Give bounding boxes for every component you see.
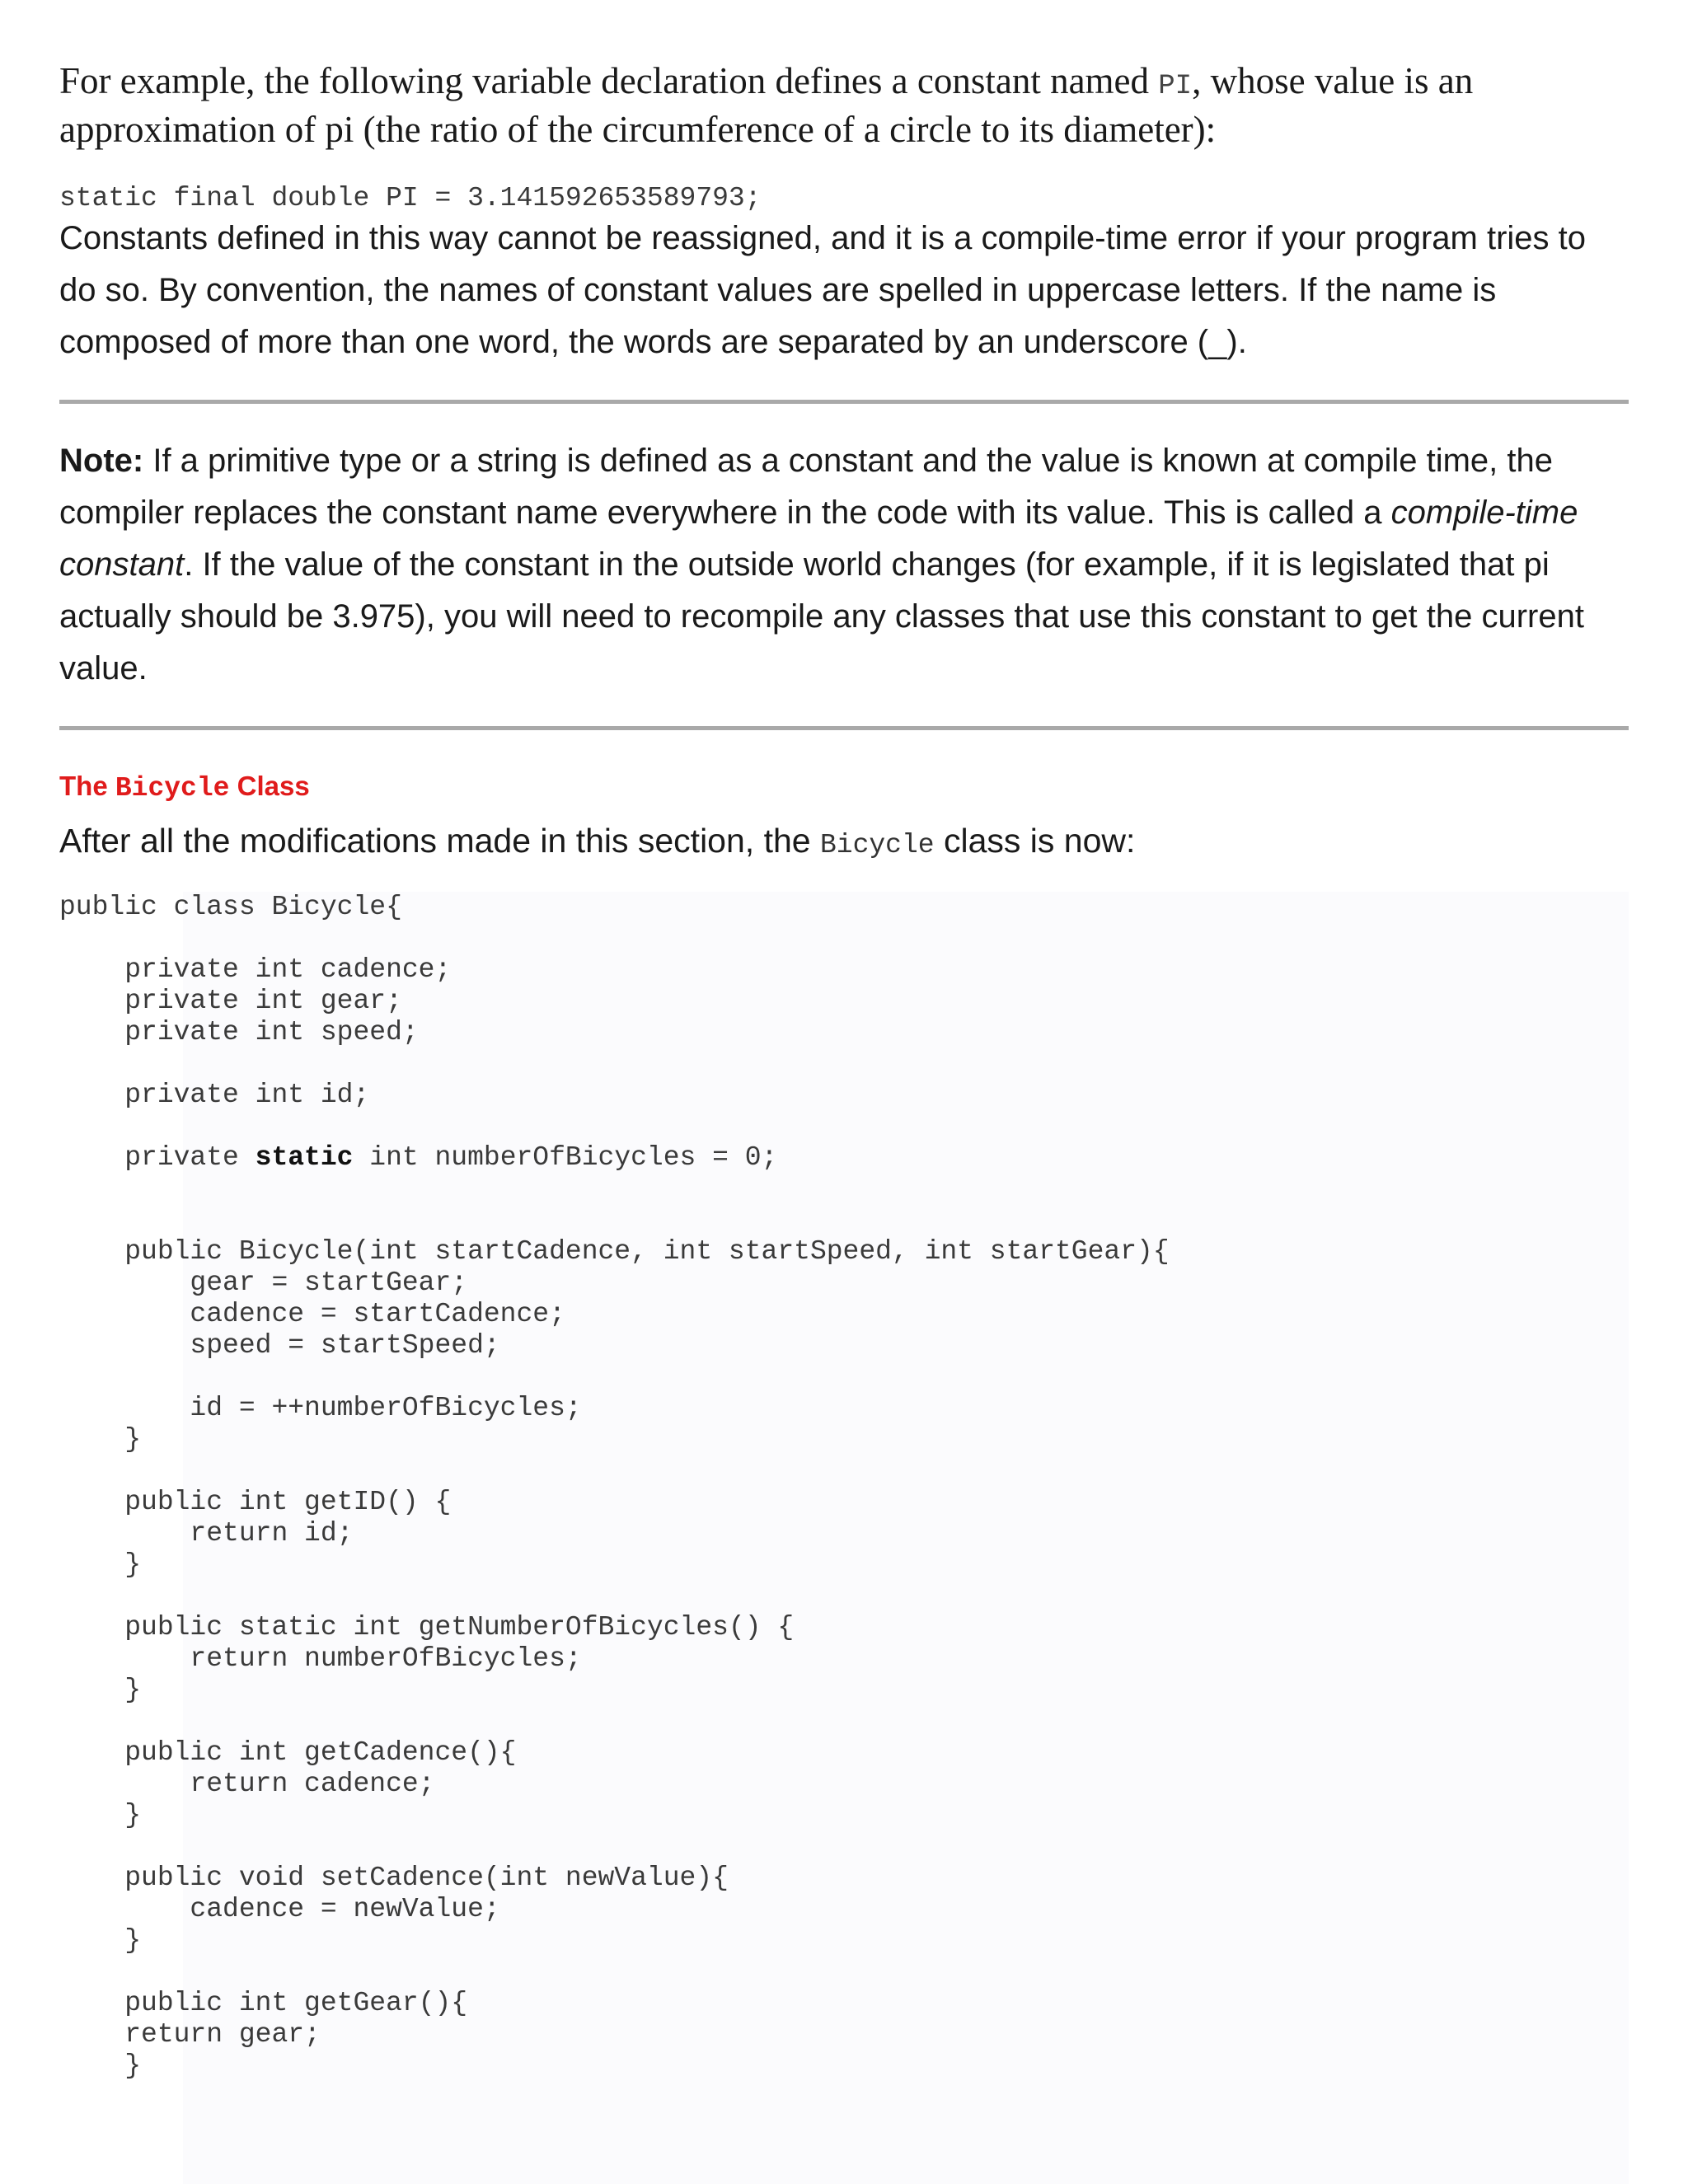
code-line: cadence = startCadence; — [59, 1299, 565, 1329]
code-line: } — [59, 1675, 142, 1705]
code-line — [59, 1455, 1170, 1487]
code-line: private int speed; — [59, 1017, 419, 1047]
code-line: public static int getNumberOfBicycles() { — [59, 1612, 795, 1643]
section-intro — [59, 816, 1135, 870]
section-title — [59, 770, 310, 805]
code-line: private int id; — [59, 1080, 370, 1110]
code-line: return cadence; — [59, 1769, 435, 1799]
code-line — [59, 1581, 1170, 1612]
note-label: Note: — [59, 443, 144, 479]
code-line: public void setCadence(int newValue){ — [59, 1863, 729, 1893]
code-keyword-static: static — [255, 1142, 354, 1173]
code-line — [59, 1361, 1170, 1393]
code-line: } — [59, 1925, 142, 1956]
code-line: private int cadence; — [59, 954, 452, 985]
code-line: gear = startGear; — [59, 1268, 468, 1298]
code-line: speed = startSpeed; — [59, 1330, 500, 1361]
code-line: } — [59, 1549, 142, 1580]
code-line: private static int numberOfBicycles = 0; — [59, 1142, 778, 1173]
section-intro-before: After all the modifications made in this section, the — [59, 822, 820, 860]
section-intro-after: class is now: — [934, 822, 1136, 860]
note-italic-term: compile-time constant — [59, 494, 1578, 583]
divider-bottom — [59, 726, 1629, 730]
section-title-code: Bicycle — [115, 773, 230, 804]
inline-code-pi: PI — [1158, 71, 1193, 102]
code-line — [59, 1048, 1170, 1080]
code-listing-area — [59, 892, 1629, 2184]
code-line: return gear; — [59, 2019, 321, 2050]
declaration-code: static final double PI = 3.141592653589793; — [59, 183, 762, 213]
note-text-part2: . If the value of the constant in the outside world changes (for example, if it is legislated that pi actually should be 3.975), you will need to recompile any classes that use this constant to get the current value. — [59, 546, 1584, 687]
intro-text-before: For example, the following variable declaration defines a constant named — [59, 60, 1159, 101]
code-line: public class Bicycle{ — [59, 892, 402, 922]
code-line — [59, 1957, 1170, 1988]
section-title-prefix: The — [59, 771, 115, 801]
divider-top — [59, 400, 1629, 404]
code-line: private int gear; — [59, 986, 402, 1016]
code-line — [59, 1205, 1170, 1236]
bicycle-class-code — [59, 892, 1170, 2082]
code-line: return numberOfBicycles; — [59, 1643, 582, 1674]
code-line — [59, 1831, 1170, 1863]
code-line — [59, 923, 1170, 954]
code-line: return id; — [59, 1518, 354, 1549]
note-paragraph — [59, 435, 1625, 695]
intro-text-after: , whose value is an approximation of pi (the ratio of the circumference of a circle to its diameter): — [59, 60, 1474, 150]
code-line: public int getCadence(){ — [59, 1737, 517, 1768]
code-line: public Bicycle(int startCadence, int startSpeed, int startGear){ — [59, 1236, 1170, 1267]
section-intro-code: Bicycle — [819, 830, 935, 860]
code-line: cadence = newValue; — [59, 1894, 500, 1924]
code-line: } — [59, 1424, 142, 1455]
code-line: } — [59, 2050, 142, 2081]
code-line: id = ++numberOfBicycles; — [59, 1393, 582, 1423]
intro-paragraph — [59, 59, 1609, 151]
code-line: } — [59, 1800, 142, 1830]
section-title-suffix: Class — [229, 771, 310, 801]
constants-paragraph: Constants defined in this way cannot be reassigned, and it is a compile-time error if your program tries to do so. By convention, the names of constant values are spelled in uppercase letters. If the name is composed of more than one word, the words are separated by an underscore (_). — [59, 220, 1586, 360]
code-line — [59, 1706, 1170, 1737]
code-line — [59, 1111, 1170, 1142]
code-line: public int getID() { — [59, 1487, 452, 1517]
code-line — [59, 1174, 1170, 1205]
code-line: public int getGear(){ — [59, 1988, 468, 2018]
note-text-part1: If a primitive type or a string is defined as a constant and the value is known at compile time, the compiler replaces the constant name everywhere in the code with its value. This is called a — [59, 443, 1553, 531]
